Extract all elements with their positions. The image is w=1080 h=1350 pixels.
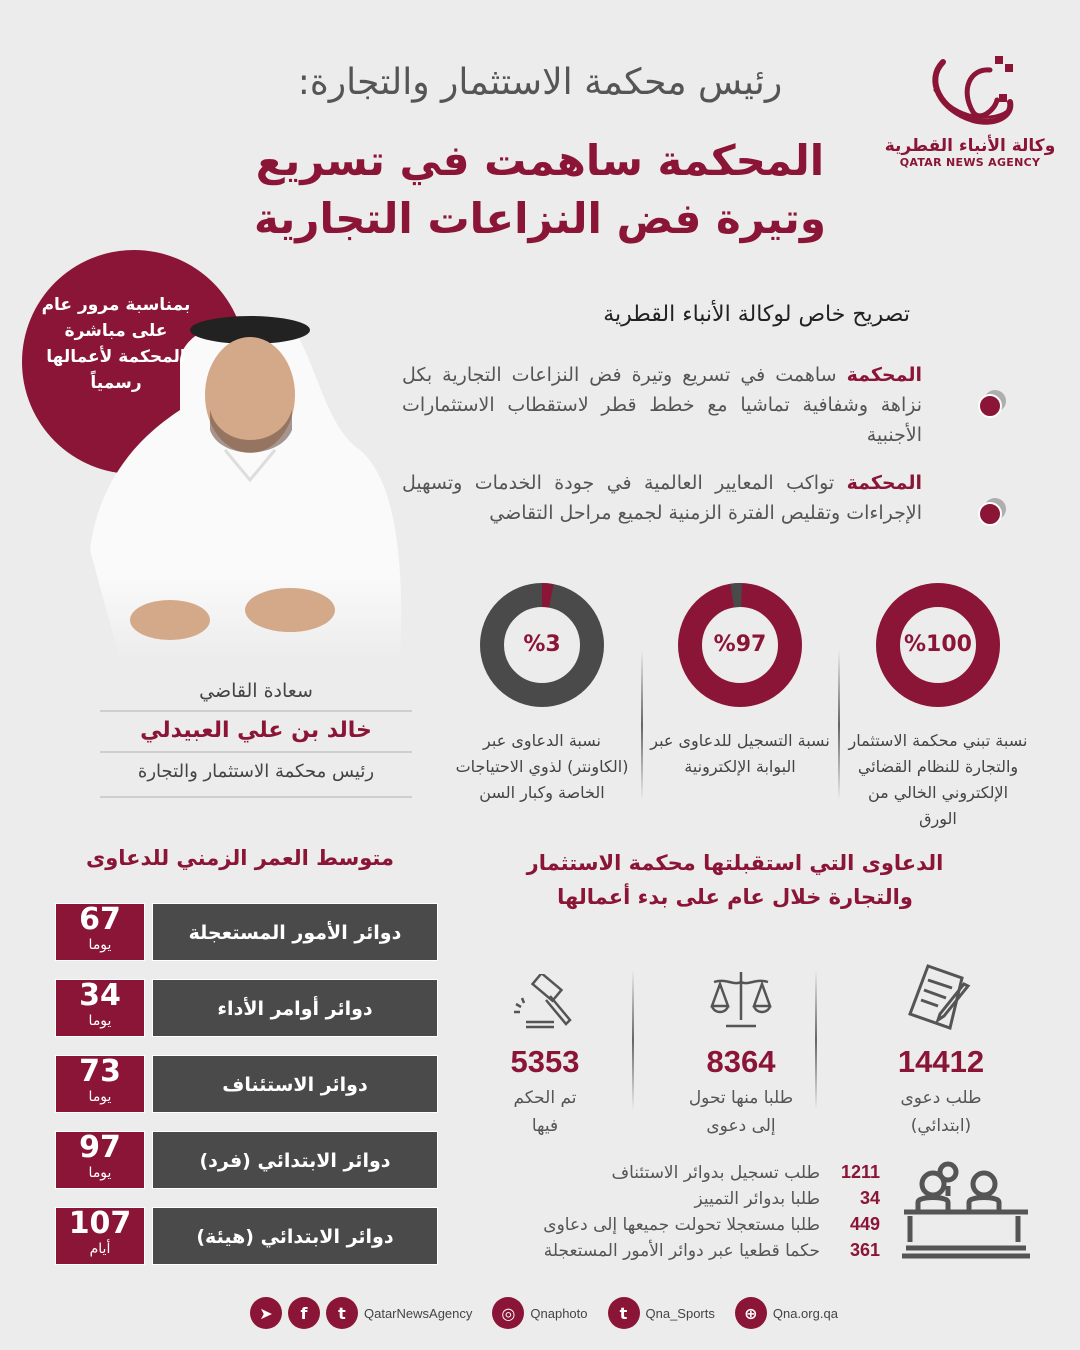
avg-age-title: متوسط العمر الزمني للدعاوى: [86, 846, 394, 870]
avg-age-value: 67 يوما: [55, 903, 145, 961]
list-item: 361حكما قطعيا عبر دوائر الأمور المستعجلة: [543, 1240, 880, 1261]
case-details-list: [480, 1160, 880, 1264]
headline-line-2: وتيرة فض النزاعات التجارية: [254, 194, 826, 243]
judge-role: رئيس محكمة الاستثمار والتجارة: [100, 753, 412, 798]
donut-label: نسبة الدعاوى عبر (الكاونتر) لذوي الاحتياجات الخاصة وكبار السن: [455, 731, 629, 802]
globe-icon[interactable]: ⊕: [735, 1297, 767, 1329]
cases-title: الدعاوى التي استقبلتها محكمة الاستثمار والتجارة خلال عام على بدء أعمالها: [526, 851, 944, 909]
divider: [632, 970, 634, 1110]
list-item: 34طلبا بدوائر التمييز: [694, 1188, 880, 1209]
donut-paperless: [848, 582, 1028, 832]
twitter-icon[interactable]: t: [326, 1297, 358, 1329]
logo-name-en: QATAR NEWS AGENCY: [899, 156, 1041, 169]
instagram-handle[interactable]: Qnaphoto: [530, 1305, 588, 1321]
social-footer: [250, 1295, 850, 1331]
donut-percent: %3: [523, 632, 561, 657]
gavel-icon: [512, 974, 578, 1030]
logo-name-ar: وكالة الأنباء القطرية: [884, 136, 1056, 156]
judge-info: [100, 680, 412, 798]
case-stat: [460, 950, 630, 1140]
website-link[interactable]: Qna.org.qa: [772, 1305, 838, 1321]
avg-age-row: [55, 903, 438, 961]
statement-lead: المحكمة: [846, 364, 922, 386]
sports-handle[interactable]: Qna_Sports: [645, 1305, 715, 1321]
list-item: 449طلبا مستعجلا تحولت جميعها إلى دعاوى: [543, 1214, 880, 1235]
case-stat-line1: تم الحكم: [513, 1088, 577, 1108]
avg-age-label: دوائر الابتدائي (فرد): [152, 1131, 438, 1189]
instagram-icon[interactable]: ◎: [492, 1297, 524, 1329]
avg-age-row: [55, 1131, 438, 1189]
avg-age-row: [55, 1055, 438, 1113]
scales-icon: [708, 970, 774, 1030]
case-stat-line2: (ابتدائي): [910, 1116, 972, 1136]
document-pen-icon: [906, 964, 976, 1030]
avg-age-value: 73 يوما: [55, 1055, 145, 1113]
case-stat-value: 8364: [706, 1044, 776, 1079]
donut-percent: %97: [713, 632, 767, 657]
avg-age-value: 34 يوما: [55, 979, 145, 1037]
donut-label: نسبة التسجيل للدعاوى عبر البوابة الإلكترونية: [650, 731, 830, 776]
donut-counter: [452, 582, 632, 806]
avg-age-label: دوائر الأمور المستعجلة: [152, 903, 438, 961]
bullet-dot-icon: [978, 394, 1002, 418]
statement-bullet: [402, 360, 1040, 450]
qna-logo: [880, 50, 1060, 169]
divider: [641, 650, 643, 800]
list-item: 1211طلب تسجيل بدوائر الاستئناف: [611, 1162, 880, 1183]
avg-age-value: 97 يوما: [55, 1131, 145, 1189]
divider: [838, 650, 840, 800]
donut-percent: %100: [904, 632, 972, 657]
facebook-icon[interactable]: f: [288, 1297, 320, 1329]
case-stat-line2: إلى دعوى: [706, 1116, 776, 1136]
telegram-icon[interactable]: ➤: [250, 1297, 282, 1329]
donut-portal: [650, 582, 830, 780]
statement-title: تصريح خاص لوكالة الأنباء القطرية: [603, 302, 910, 327]
statement-text: المحكمة ساهمت في تسريع وتيرة فض النزاعات التجارية بكل نزاهة وشفافية تماشيا مع خطط قطر لاستقطاب الاستثمارات الأجنبية: [402, 364, 922, 446]
donut-label: نسبة تبني محكمة الاستثمار والتجارة للنظام القضائي الإلكتروني الخالي من الورق: [848, 731, 1028, 828]
avg-age-row: [55, 1207, 438, 1265]
judge-honorific: سعادة القاضي: [100, 680, 412, 712]
judge-name: خالد بن علي العبيدلي: [100, 712, 412, 753]
avg-age-label: دوائر الاستئناف: [152, 1055, 438, 1113]
case-stat-line1: طلب دعوى: [900, 1088, 982, 1108]
statement-lead: المحكمة: [846, 472, 922, 494]
case-stat: [656, 950, 826, 1140]
case-stat: [856, 950, 1026, 1140]
avg-age-label: دوائر الابتدائي (هيئة): [152, 1207, 438, 1265]
avg-age-label: دوائر أوامر الأداء: [152, 979, 438, 1037]
statement-text: المحكمة تواكب المعايير العالمية في جودة الخدمات وتسهيل الإجراءات وتقليص الفترة الزمنية لجميع مراحل التقاضي: [402, 472, 922, 524]
case-stat-value: 14412: [897, 1044, 985, 1079]
case-stat-line2: فيها: [531, 1116, 559, 1136]
anniversary-text: بمناسبة مرور عام على مباشرة المحكمة لأعمالها رسمياً: [41, 295, 191, 393]
statement-bullet: [402, 468, 1040, 558]
bullet-dot-icon: [978, 502, 1002, 526]
case-stat-value: 5353: [510, 1044, 580, 1079]
social-handle[interactable]: QatarNewsAgency: [364, 1305, 473, 1321]
judges-panel-icon: [900, 1152, 1032, 1262]
panel-icon: [900, 1152, 1032, 1266]
avg-age-value: 107 أيام: [55, 1207, 145, 1265]
headline: [220, 132, 860, 248]
qna-emblem-icon: [915, 50, 1025, 130]
headline-kicker: رئيس محكمة الاستثمار والتجارة:: [297, 62, 783, 103]
avg-age-row: [55, 979, 438, 1037]
case-stat-line1: طلبا منها تحول: [688, 1088, 794, 1108]
headline-line-1: المحكمة ساهمت في تسريع: [255, 136, 825, 185]
twitter-icon[interactable]: t: [608, 1297, 640, 1329]
